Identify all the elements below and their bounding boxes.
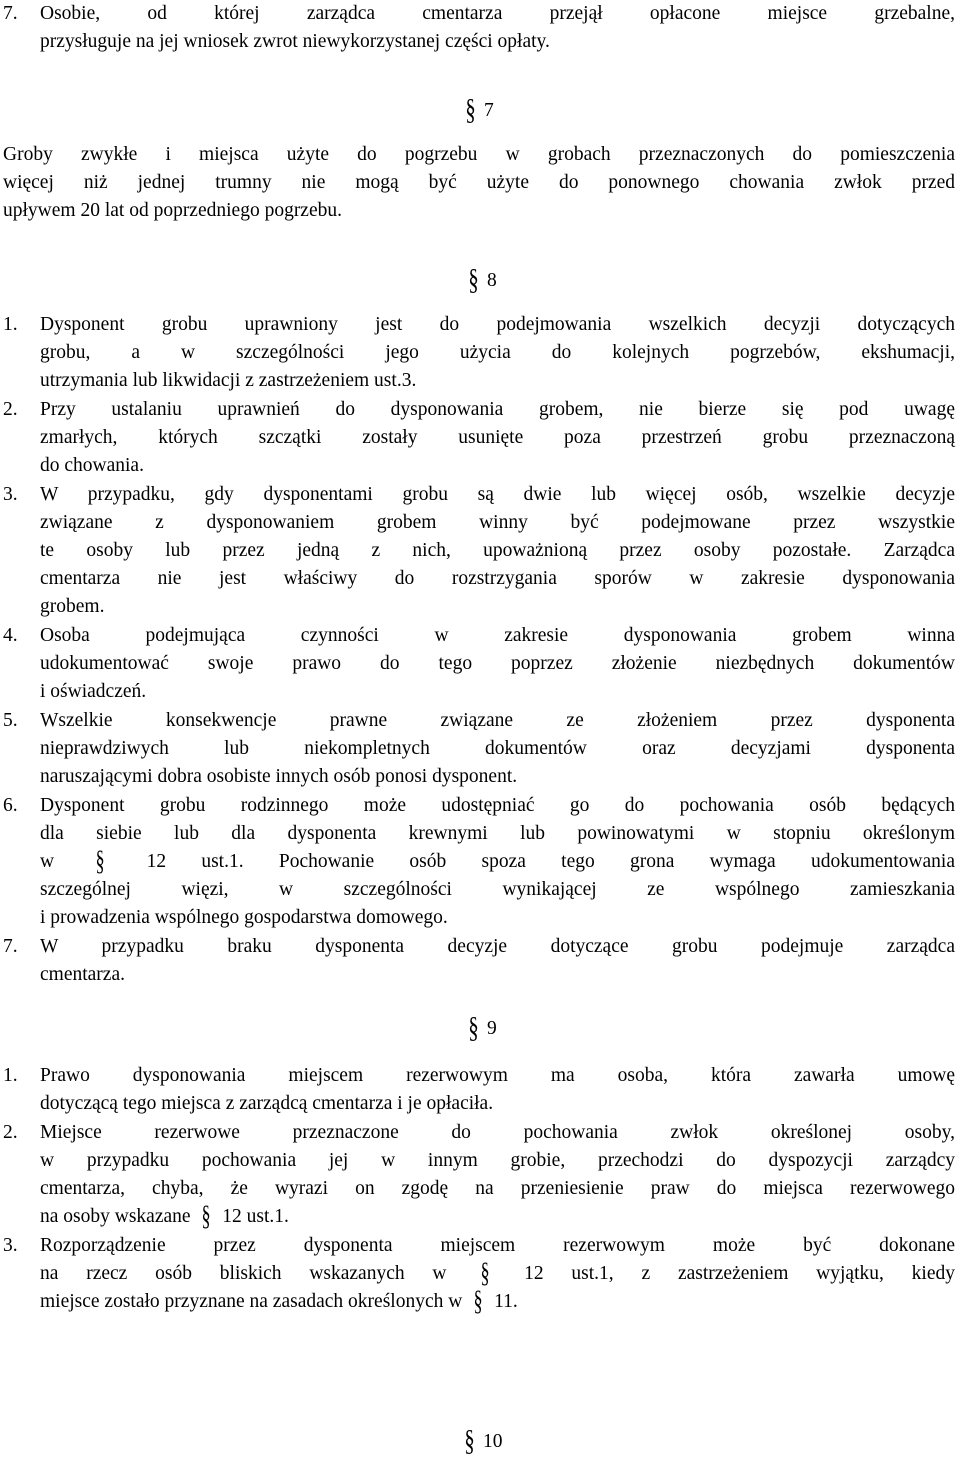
numbered-clause (3, 622, 955, 706)
clause-number: 2. (3, 399, 18, 420)
text-line: Wszelkie konsekwencje prawne związane ze złożeniem przez dysponenta (40, 710, 955, 731)
clause-number: 3. (3, 484, 18, 505)
section-number: 7 (484, 100, 494, 121)
clause-number: 7. (3, 936, 18, 957)
section-sign: § (468, 1011, 479, 1044)
text-line: naruszającymi dobra osobiste innych osób ponosi dysponent. (40, 766, 518, 787)
clause-text (40, 622, 955, 706)
text-line: cmentarza. (40, 964, 125, 985)
text-line: Miejsce rezerwowe przeznaczone do pochowania zwłok określonej osoby, (40, 1122, 955, 1143)
text-line: związane z dysponowaniem grobem winny być podejmowane przez wszystkie (40, 512, 955, 533)
section-heading (466, 1011, 497, 1044)
text-line: zmarłych, których szczątki zostały usunięte poza przestrzeń grobu przeznaczoną (40, 427, 955, 448)
text-line: i prowadzenia wspólnego gospodarstwa domowego. (40, 907, 448, 928)
section-heading (462, 1424, 503, 1457)
numbered-clause (3, 1119, 955, 1231)
text-line: i oświadczeń. (40, 681, 147, 702)
numbered-clause (3, 1232, 955, 1316)
text-line: Osobie, od której zarządca cmentarza przejął opłacone miejsce grzebalne, (40, 3, 955, 24)
numbered-clause (3, 396, 955, 480)
text-line: udokumentować swoje prawo do tego poprzez złożenie niezbędnych dokumentów (40, 653, 955, 674)
text-line: Prawo dysponowania miejscem rezerwowym ma osoba, która zawarła umowę (40, 1065, 955, 1086)
text-line: w § 12 ust.1. Pochowanie osób spoza tego grona wymaga udokumentowania (40, 846, 955, 877)
section-heading (466, 263, 497, 296)
clause-number: 4. (3, 625, 18, 646)
text-line: cmentarza nie jest właściwy do rozstrzygania sporów w zakresie dysponowania (40, 568, 955, 589)
section-number: 8 (487, 270, 497, 291)
text-line: W przypadku braku dysponenta decyzje dotyczące grobu podejmuje zarządca (40, 936, 955, 957)
clause-text (40, 1232, 955, 1316)
numbered-clause (3, 1062, 955, 1118)
text-line: Rozporządzenie przez dysponenta miejscem rezerwowym może być dokonane (40, 1235, 955, 1256)
text-line: W przypadku, gdy dysponentami grobu są dwie lub więcej osób, wszelkie decyzje (40, 484, 955, 505)
clause-number: 5. (3, 710, 18, 731)
numbered-clause (3, 933, 955, 989)
numbered-clause (3, 792, 955, 932)
text-line: dotyczącą tego miejsca z zarządcą cmentarza i je opłaciła. (40, 1093, 494, 1114)
clause-text (40, 396, 955, 480)
clause-text (40, 311, 955, 395)
clause-number: 3. (3, 1235, 18, 1256)
text-line: w przypadku pochowania jej w innym grobie, przechodzi do dyspozycji zarządcy (40, 1150, 955, 1171)
section-paragraph (3, 141, 955, 225)
clause-text (40, 1119, 955, 1231)
section-sign: § (464, 1424, 475, 1457)
section-sign: § (468, 263, 479, 296)
clause-text (40, 1062, 955, 1118)
text-line: przysługuje na jej wniosek zwrot niewykorzystanej części opłaty. (40, 31, 550, 52)
numbered-clause (3, 311, 955, 395)
clause-number: 2. (3, 1122, 18, 1143)
section-number: 10 (483, 1431, 503, 1452)
text-line: grobem. (40, 596, 105, 617)
text-line: te osoby lub przez jedną z nich, upoważnioną przez osoby pozostałe. Zarządca (40, 540, 955, 561)
clause-text (40, 707, 955, 791)
section-sign-inline: § (480, 1258, 490, 1289)
numbered-clause (3, 707, 955, 791)
text-line: miejsce zostało przyznane na zasadach określonych w § 11. (40, 1286, 518, 1317)
text-line: Groby zwykłe i miejsca użyte do pogrzebu w grobach przeznaczonych do pomieszczenia (3, 144, 955, 165)
clause-number: 1. (3, 1065, 18, 1086)
clause-text (40, 933, 955, 989)
clause-number: 7. (3, 3, 18, 24)
text-line: Dysponent grobu uprawniony jest do podejmowania wszelkich decyzji dotyczących (40, 314, 955, 335)
section-sign-inline: § (95, 846, 105, 877)
clause-text (40, 481, 955, 621)
text-line: upływem 20 lat od poprzedniego pogrzebu. (3, 200, 342, 221)
text-line: więcej niż jednej trumny nie mogą być użyte do ponownego chowania zwłok przed (3, 172, 955, 193)
clause-number: 6. (3, 795, 18, 816)
text-line: cmentarza, chyba, że wyrazi on zgodę na przeniesienie praw do miejsca rezerwowego (40, 1178, 955, 1199)
text-line: na osoby wskazane § 12 ust.1. (40, 1201, 289, 1232)
text-line: Dysponent grobu rodzinnego może udostępniać go do pochowania osób będących (40, 795, 955, 816)
numbered-clause (3, 481, 955, 621)
section-heading (463, 93, 494, 126)
text-line: Przy ustalaniu uprawnień do dysponowania grobem, nie bierze się pod uwagę (40, 399, 955, 420)
section-number: 9 (487, 1018, 497, 1039)
section-sign-inline: § (201, 1201, 211, 1232)
clause-text (40, 0, 955, 56)
section-sign: § (465, 93, 476, 126)
text-line: szczególnej więzi, w szczególności wynikającej ze wspólnego zamieszkania (40, 879, 955, 900)
clause-number: 1. (3, 314, 18, 335)
text-line: do chowania. (40, 455, 144, 476)
text-line: grobu, a w szczególności jego użycia do kolejnych pogrzebów, ekshumacji, (40, 342, 955, 363)
text-line: dla siebie lub dla dysponenta krewnymi lub powinowatymi w stopniu określonym (40, 823, 955, 844)
text-line: utrzymania lub likwidacji z zastrzeżeniem ust.3. (40, 370, 417, 391)
text-line: Osoba podejmująca czynności w zakresie dysponowania grobem winna (40, 625, 955, 646)
clause-text (40, 792, 955, 932)
numbered-clause (3, 0, 955, 56)
text-line: nieprawdziwych lub niekompletnych dokumentów oraz decyzjami dysponenta (40, 738, 955, 759)
text-line: na rzecz osób bliskich wskazanych w § 12 ust.1, z zastrzeżeniem wyjątku, kiedy (40, 1258, 955, 1289)
section-sign-inline: § (473, 1286, 483, 1317)
